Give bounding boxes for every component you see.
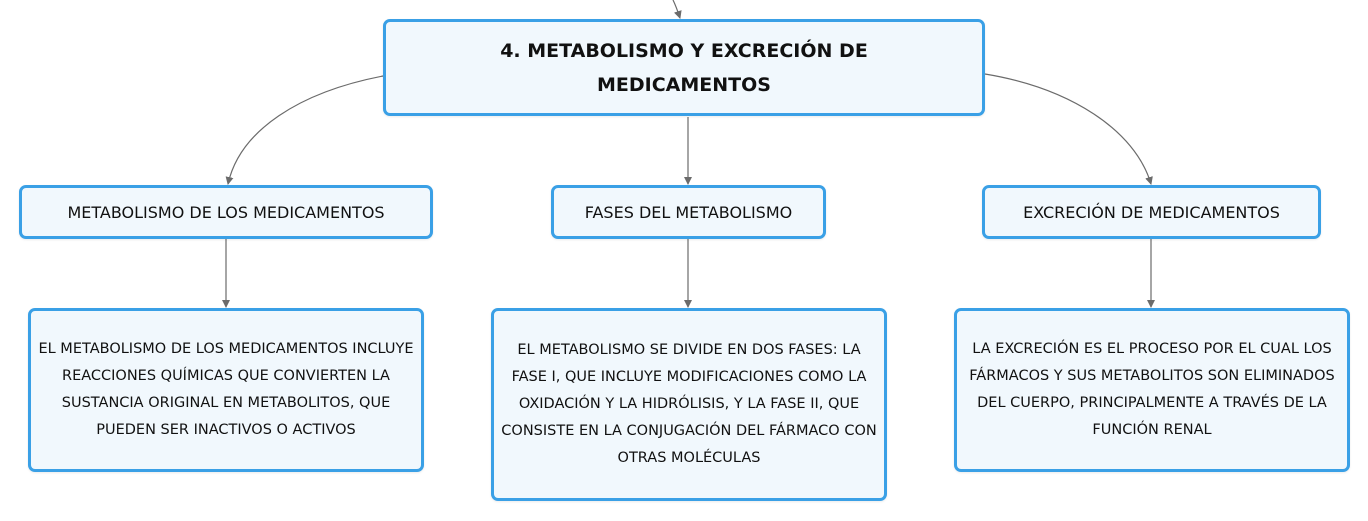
connector-root-metabolismo — [228, 76, 383, 184]
detail-node-excrecion-medicamentos[interactable] — [954, 308, 1350, 472]
root-topic-title: 4. METABOLISMO Y EXCRECIÓN DE MEDICAMENTOS — [500, 39, 868, 96]
topic-label-fases-metabolismo: FASES DEL METABOLISMO — [584, 202, 793, 222]
detail-text-metabolismo-medicamentos: EL METABOLISMO DE LOS MEDICAMENTOS INCLUYE REACCIONES QUÍMICAS QUE CONVIERTEN LA SUSTANCIA ORIGINAL EN METABOLITOS, QUE PUEDEN SER INACTIVOS O ACTIVOS — [38, 341, 414, 438]
detail-node-fases-metabolismo[interactable] — [491, 308, 887, 501]
connector-root-excrecion — [985, 74, 1151, 184]
detail-node-metabolismo-medicamentos[interactable] — [28, 308, 424, 472]
detail-text-excrecion-medicamentos: LA EXCRECIÓN ES EL PROCESO POR EL CUAL LOS FÁRMACOS Y SUS METABOLITOS SON ELIMINADOS DEL CUERPO, PRINCIPALMENTE A TRAVÉS DE LA FUNCIÓN RENAL — [969, 341, 1335, 438]
topic-label-excrecion-medicamentos: EXCRECIÓN DE MEDICAMENTOS — [1023, 202, 1280, 222]
detail-text-fases-metabolismo: EL METABOLISMO SE DIVIDE EN DOS FASES: LA FASE I, QUE INCLUYE MODIFICACIONES COMO LA OXIDACIÓN Y LA HIDRÓLISIS, Y LA FASE II, QUE CONSISTE EN LA CONJUGACIÓN DEL FÁRMACO CON OTRAS MOLÉCULAS — [501, 342, 877, 466]
connector-from-parent — [673, 0, 680, 18]
topic-node-metabolismo-medicamentos[interactable] — [19, 185, 433, 239]
topic-node-excrecion-medicamentos[interactable] — [982, 185, 1321, 239]
root-topic-node[interactable] — [383, 19, 985, 116]
topic-node-fases-metabolismo[interactable] — [551, 185, 826, 239]
topic-label-metabolismo-medicamentos: METABOLISMO DE LOS MEDICAMENTOS — [67, 202, 385, 222]
